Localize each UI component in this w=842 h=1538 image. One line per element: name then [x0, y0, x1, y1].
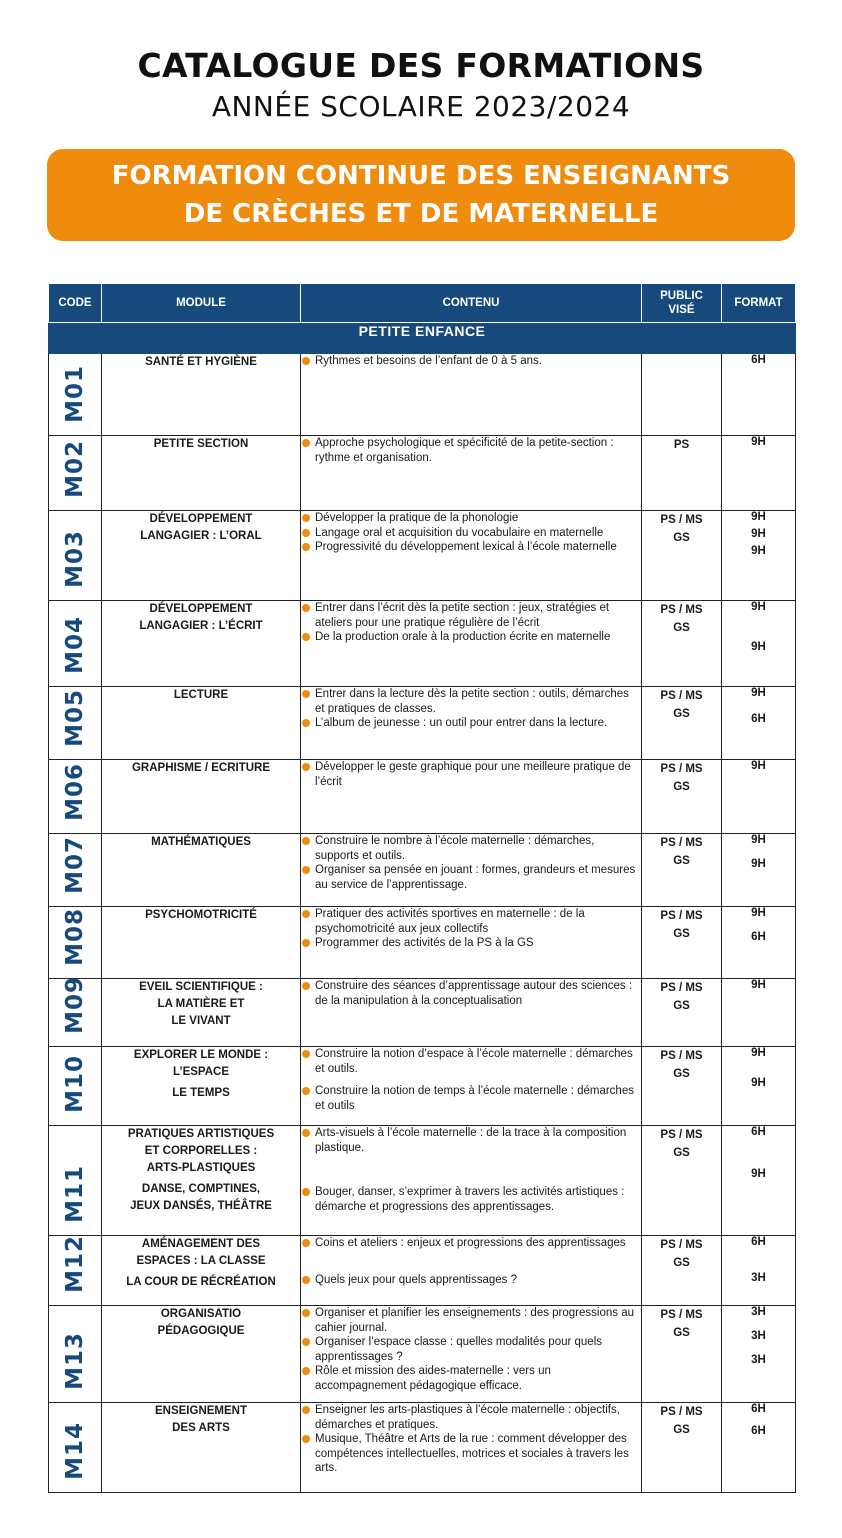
format-value: 9H [751, 979, 766, 991]
format-value: 9H [751, 436, 766, 448]
format-value: 9H [751, 760, 766, 772]
module-name-line: LECTURE [173, 689, 229, 701]
public-value: PS [673, 439, 690, 451]
module-name-line: DANSE, COMPTINES, [141, 1183, 261, 1195]
contenu-item: Développer la pratique de la phonologie [301, 511, 641, 526]
public-cell [642, 601, 722, 687]
contenu-item: Développer le geste graphique pour une meilleure pratique de l’écrit [301, 760, 641, 789]
contenu-item: Langage oral et acquisition du vocabulaire en maternelle [301, 526, 641, 541]
module-name-cell [102, 601, 301, 687]
module-name-cell [102, 1236, 301, 1306]
format-value: 6H [751, 1126, 766, 1138]
module-code-cell [49, 436, 102, 511]
module-name-line: ESPACES : LA CLASSE [136, 1255, 266, 1267]
module-code-cell [49, 907, 102, 979]
format-cell [722, 1047, 796, 1126]
public-value: GS [673, 1000, 690, 1012]
column-header-public-line1: PUBLIC [660, 290, 703, 302]
module-name-line: LANGAGIER : L’ORAL [140, 530, 262, 542]
public-value: PS / MS [660, 837, 703, 849]
contenu-cell [301, 354, 642, 436]
module-name-cell [102, 1403, 301, 1493]
catalog-table [48, 283, 796, 1493]
table-row [49, 1047, 796, 1126]
format-value: 9H [751, 1047, 766, 1059]
table-row [49, 1236, 796, 1306]
public-value: PS / MS [660, 1050, 703, 1062]
format-value: 9H [751, 601, 766, 613]
contenu-cell [301, 687, 642, 760]
section-row [49, 323, 796, 354]
module-code: M08 [62, 908, 88, 966]
banner-line-2: DE CRÈCHES ET DE MATERNELLE [183, 199, 659, 229]
contenu-cell [301, 436, 642, 511]
contenu-item: Construire le nombre à l’école maternelle : démarches, supports et outils. [301, 834, 641, 863]
table-row [49, 760, 796, 834]
public-value: GS [673, 708, 690, 720]
public-cell [642, 436, 722, 511]
module-name-line: DES ARTS [172, 1422, 230, 1434]
contenu-item: Pratiquer des activités sportives en maternelle : de la psychomotricité aux jeux collectifs [301, 907, 641, 936]
public-cell [642, 979, 722, 1047]
page-subtitle: ANNÉE SCOLAIRE 2023/2024 [211, 90, 631, 123]
contenu-item: Enseigner les arts-plastiques à l’école maternelle : objectifs, démarches et pratiques. [301, 1403, 641, 1432]
module-name-line: EXPLORER LE MONDE : [133, 1049, 269, 1061]
format-cell [722, 907, 796, 979]
public-cell [642, 1236, 722, 1306]
table-row [49, 511, 796, 601]
column-header-code: CODE [49, 284, 102, 323]
format-cell [722, 979, 796, 1047]
format-value: 9H [751, 1077, 766, 1089]
contenu-item: L’album de jeunesse : un outil pour entrer dans la lecture. [301, 716, 641, 731]
banner-line-1: FORMATION CONTINUE DES ENSEIGNANTS [111, 161, 731, 191]
public-value: PS / MS [660, 604, 703, 616]
module-name-line: LE VIVANT [171, 1015, 231, 1027]
public-value: GS [673, 1424, 690, 1436]
module-code-cell [49, 834, 102, 907]
format-value: 6H [751, 713, 766, 725]
module-name-cell [102, 1126, 301, 1236]
column-header-public-line2: VISÉ [668, 304, 695, 316]
table-row [49, 834, 796, 907]
public-value: GS [673, 1327, 690, 1339]
module-name-line: ET CORPORELLES : [144, 1145, 258, 1157]
module-name-cell [102, 834, 301, 907]
public-value: GS [673, 928, 690, 940]
format-value: 3H [751, 1330, 766, 1342]
public-value: PS / MS [660, 514, 703, 526]
module-name-cell [102, 1047, 301, 1126]
public-cell [642, 687, 722, 760]
module-name-line: ARTS-PLASTIQUES [146, 1162, 256, 1174]
module-name-line: PRATIQUES ARTISTIQUES [127, 1128, 275, 1140]
module-code-cell [49, 601, 102, 687]
format-value: 3H [751, 1272, 766, 1284]
public-value: PS / MS [660, 1129, 703, 1141]
module-name-line: LA COUR DE RÉCRÉATION [126, 1276, 276, 1288]
format-cell [722, 354, 796, 436]
module-code-cell [49, 976, 102, 1047]
public-value: GS [673, 1147, 690, 1159]
section-title: PETITE ENFANCE [49, 323, 796, 354]
contenu-item: Musique, Théâtre et Arts de la rue : comment développer des compétences intellectuelles, motrices et sociales à travers les arts. [301, 1432, 641, 1476]
module-code: M06 [62, 763, 88, 821]
contenu-item: Construire des séances d’apprentissage autour des sciences : de la manipulation à la conceptualisation [301, 979, 641, 1008]
contenu-item: Rythmes et besoins de l’enfant de 0 à 5 ans. [301, 354, 641, 369]
contenu-item: Approche psychologique et spécificité de la petite-section : rythme et organisation. [301, 436, 641, 465]
module-code: M05 [62, 689, 88, 747]
format-cell [722, 834, 796, 907]
format-cell [722, 601, 796, 687]
format-value: 3H [751, 1354, 766, 1366]
contenu-cell [301, 1306, 642, 1403]
module-name-line: ENSEIGNEMENT [154, 1405, 247, 1417]
contenu-cell [301, 979, 642, 1047]
table-body [49, 323, 796, 1493]
contenu-item: Construire la notion d’espace à l’école maternelle : démarches et outils. [301, 1047, 641, 1076]
public-cell [642, 354, 722, 436]
contenu-item: Coins et ateliers : enjeux et progressions des apprentissages [301, 1236, 641, 1251]
format-cell [722, 687, 796, 760]
public-value: PS / MS [660, 763, 703, 775]
module-code: M13 [62, 1332, 88, 1390]
public-cell [642, 1403, 722, 1493]
format-cell [722, 1236, 796, 1306]
module-name-cell [102, 687, 301, 760]
module-code: M09 [62, 976, 88, 1034]
module-code: M01 [62, 365, 88, 423]
table-row [49, 1306, 796, 1403]
module-code: M07 [62, 836, 88, 894]
public-cell [642, 1047, 722, 1126]
public-value: GS [673, 622, 690, 634]
module-code-cell [49, 354, 102, 436]
format-cell [722, 436, 796, 511]
contenu-cell [301, 834, 642, 907]
module-name-line: SANTÉ ET HYGIÈNE [145, 356, 257, 368]
format-value: 9H [751, 858, 766, 870]
public-cell [642, 1126, 722, 1236]
module-code-cell [49, 687, 102, 760]
format-value: 9H [751, 1168, 766, 1180]
contenu-item: Organiser sa pensée en jouant : formes, grandeurs et mesures au service de l’apprentissage. [301, 863, 641, 892]
contenu-item: Arts-visuels à l’école maternelle : de la trace à la composition plastique. [301, 1126, 641, 1155]
table-row [49, 687, 796, 760]
public-value: GS [673, 781, 690, 793]
module-name-cell [102, 354, 301, 436]
module-code-cell [49, 1403, 102, 1493]
module-name-line: LA MATIÈRE ET [157, 998, 245, 1010]
contenu-item: Entrer dans la lecture dès la petite section : outils, démarches et pratiques de classes. [301, 687, 641, 716]
module-name-cell [102, 907, 301, 979]
public-cell [642, 760, 722, 834]
module-name-line: LE TEMPS [172, 1087, 230, 1099]
module-code-cell [49, 1236, 102, 1306]
public-value: PS / MS [660, 910, 703, 922]
module-code-cell [49, 1126, 102, 1236]
contenu-item: Entrer dans l’écrit dès la petite section : jeux, stratégies et ateliers pour une pratique régulière de l’écrit [301, 601, 641, 630]
table-header-row [49, 284, 796, 323]
public-value: PS / MS [660, 690, 703, 702]
contenu-item: Organiser et planifier les enseignements : des progressions au cahier journal. [301, 1306, 641, 1335]
module-name-cell [102, 760, 301, 834]
public-cell [642, 834, 722, 907]
section-banner [47, 149, 795, 241]
format-value: 6H [751, 1236, 766, 1248]
contenu-cell [301, 601, 642, 687]
module-name-line: PSYCHOMOTRICITÉ [145, 909, 257, 921]
format-cell [722, 511, 796, 601]
table-row [49, 601, 796, 687]
contenu-item: Progressivité du développement lexical à l’école maternelle [301, 540, 641, 555]
module-name-cell [102, 979, 301, 1047]
format-value: 6H [751, 354, 766, 366]
format-value: 9H [751, 545, 766, 557]
module-name-line: AMÉNAGEMENT DES [141, 1238, 261, 1250]
format-value: 9H [751, 907, 766, 919]
module-name-line: PÉDAGOGIQUE [157, 1325, 245, 1337]
table-row [49, 1403, 796, 1493]
module-name-line: LANGAGIER : L’ÉCRIT [139, 620, 263, 632]
contenu-item: Quels jeux pour quels apprentissages ? [301, 1273, 641, 1288]
page-title: CATALOGUE DES FORMATIONS [137, 46, 705, 85]
module-code: M14 [62, 1422, 88, 1480]
table-row [49, 907, 796, 979]
module-name-line: DÉVELOPPEMENT [149, 513, 253, 525]
table-row [49, 354, 796, 436]
format-value: 9H [751, 528, 766, 540]
table-row [49, 1126, 796, 1236]
contenu-item: Construire la notion de temps à l’école maternelle : démarches et outils [301, 1084, 641, 1113]
column-header-public [642, 284, 722, 323]
public-value: PS / MS [660, 982, 703, 994]
contenu-cell [301, 1126, 642, 1236]
contenu-item: Programmer des activités de la PS à la GS [301, 936, 641, 951]
module-name-line: DÉVELOPPEMENT [149, 603, 253, 615]
format-cell [722, 1306, 796, 1403]
table-row [49, 979, 796, 1047]
public-value: PS / MS [660, 1309, 703, 1321]
column-header-contenu: CONTENU [301, 284, 642, 323]
format-value: 9H [751, 511, 766, 523]
module-name-line: MATHÉMATIQUES [151, 836, 251, 848]
module-code: M04 [62, 616, 88, 674]
module-name-line: PETITE SECTION [153, 438, 249, 450]
table-row [49, 436, 796, 511]
module-name-cell [102, 1306, 301, 1403]
module-code-cell [49, 760, 102, 834]
module-name-cell [102, 511, 301, 601]
module-name-cell [102, 436, 301, 511]
module-name-line: EVEIL SCIENTIFIQUE : [139, 981, 263, 993]
module-code-cell [49, 1306, 102, 1403]
module-code: M03 [62, 530, 88, 588]
contenu-item: Organiser l’espace classe : quelles modalités pour quels apprentissages ? [301, 1335, 641, 1364]
column-header-format: FORMAT [722, 284, 796, 323]
contenu-cell [301, 907, 642, 979]
module-code-cell [49, 1047, 102, 1126]
module-code: M12 [62, 1235, 88, 1293]
contenu-cell [301, 1236, 642, 1306]
module-code: M11 [62, 1165, 88, 1223]
public-value: PS / MS [660, 1406, 703, 1418]
format-cell [722, 760, 796, 834]
contenu-item: Rôle et mission des aides-maternelle : vers un accompagnement pédagogique efficace. [301, 1364, 641, 1393]
public-value: GS [673, 532, 690, 544]
contenu-cell [301, 1047, 642, 1126]
public-value: PS / MS [660, 1239, 703, 1251]
format-value: 3H [751, 1306, 766, 1318]
public-value: GS [673, 1068, 690, 1080]
contenu-cell [301, 760, 642, 834]
module-code-cell [49, 511, 102, 601]
contenu-item: De la production orale à la production écrite en maternelle [301, 630, 641, 645]
public-value: GS [673, 855, 690, 867]
module-name-line: GRAPHISME / ECRITURE [131, 762, 270, 774]
module-name-line: L’ESPACE [172, 1066, 230, 1078]
format-value: 6H [751, 1425, 766, 1437]
public-value: GS [673, 1257, 690, 1269]
format-cell [722, 1126, 796, 1236]
module-code: M10 [62, 1055, 88, 1113]
contenu-cell [301, 511, 642, 601]
contenu-item: Bouger, danser, s’exprimer à travers les activités artistiques : démarche et progressions des apprentissages. [301, 1185, 641, 1214]
public-cell [642, 907, 722, 979]
column-header-module: MODULE [102, 284, 301, 323]
format-value: 6H [751, 1403, 766, 1415]
format-value: 6H [751, 931, 766, 943]
format-value: 9H [751, 641, 766, 653]
format-value: 9H [751, 687, 766, 699]
module-name-line: JEUX DANSÉS, THÉÂTRE [130, 1200, 272, 1212]
contenu-cell [301, 1403, 642, 1493]
public-cell [642, 1306, 722, 1403]
format-cell [722, 1403, 796, 1493]
format-value: 9H [751, 834, 766, 846]
module-name-line: ORGANISATIO [160, 1308, 242, 1320]
module-code: M02 [62, 440, 88, 498]
public-cell [642, 511, 722, 601]
